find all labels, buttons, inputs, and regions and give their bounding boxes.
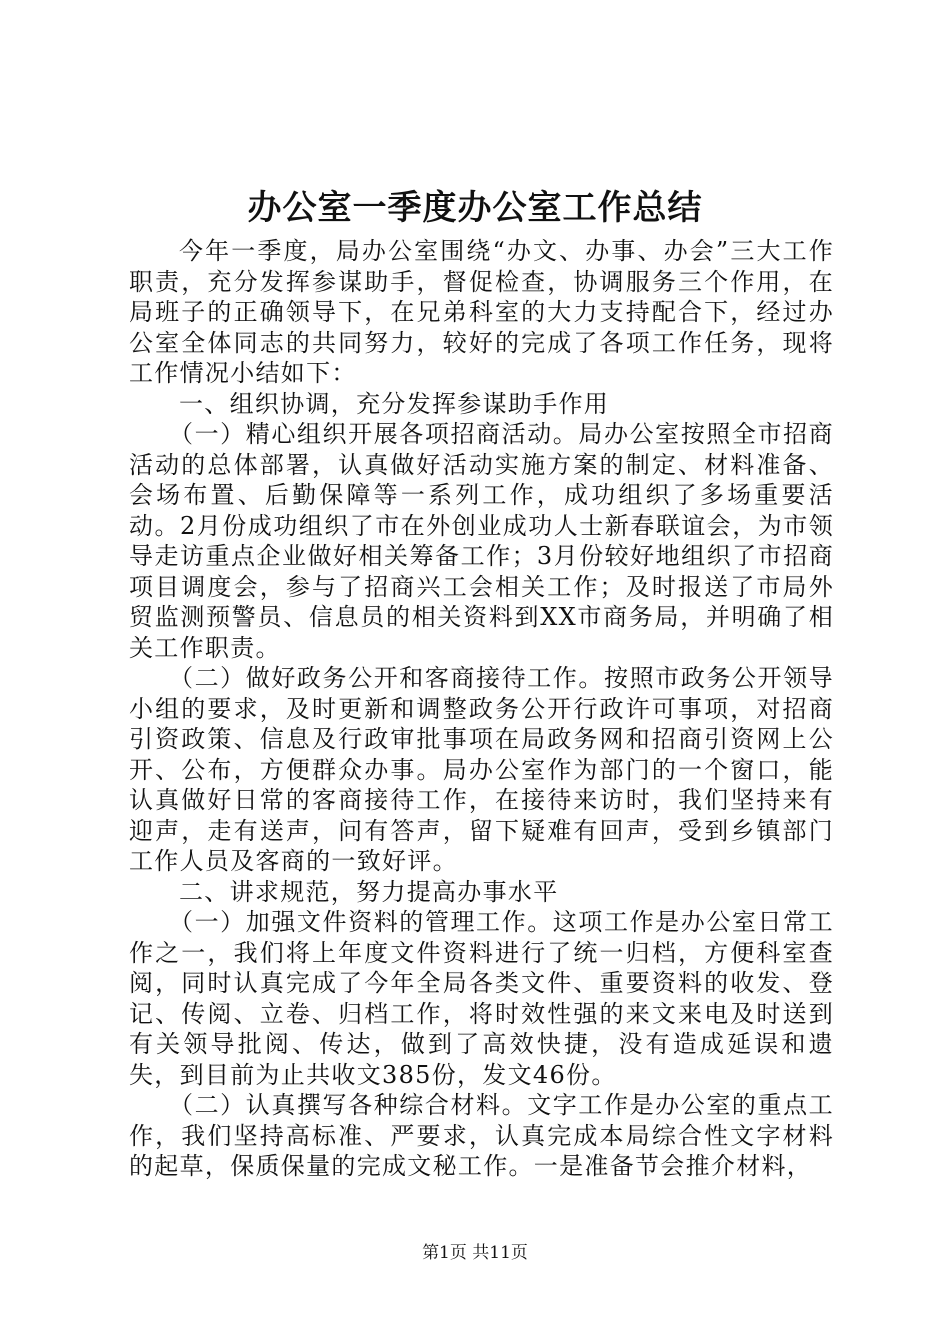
subsection-paragraph-1-2: （二）做好政务公开和客商接待工作。按照市政务公开领导小组的要求，及时更新和调整政务公开行政许可事项，对招商引资政策、信息及行政审批事项在局政务网和招商引资网上公开、公布，方便群众办事。局办公室作为部门的一个窗口，能认真做好日常的客商接待工作，在接待来访时，我们坚持来有迎声，走有送声，问有答声，留下疑难有回声，受到乡镇部门工作人员及客商的一致好评。 xyxy=(129,664,834,875)
subsection-paragraph-1-1: （一）精心组织开展各项招商活动。局办公室按照全市招商活动的总体部署，认真做好活动实施方案的制定、材料准备、会场布置、后勤保障等一系列工作，成功组织了多场重要活动。2月份成功组织了市在外创业成功人士新春联谊会，为市领导走访重点企业做好相关筹备工作；3月份较好地组织了市招商项目调度会，参与了招商兴工会相关工作；及时报送了市局外贸监测预警员、信息员的相关资料到XX市商务局，并明确了相关工作职责。 xyxy=(129,420,834,662)
document-body xyxy=(129,236,834,1182)
section-heading-2: 二、讲求规范，努力提高办事水平 xyxy=(179,877,559,906)
section-heading-1: 一、组织协调，充分发挥参谋助手作用 xyxy=(179,389,610,418)
subsection-paragraph-2-1: （一）加强文件资料的管理工作。这项工作是办公室日常工作之一，我们将上年度文件资料进行了统一归档，方便科室查阅，同时认真完成了今年全局各类文件、重要资料的收发、登记、传阅、立卷、归档工作，将时效性强的来文来电及时送到有关领导批阅、传达，做到了高效快捷，没有造成延误和遗失，到目前为止共收文385份，发文46份。 xyxy=(129,908,834,1089)
intro-paragraph: 今年一季度，局办公室围绕“办文、办事、办会”三大工作职责，充分发挥参谋助手，督促检查，协调服务三个作用，在局班子的正确领导下，在兄弟科室的大力支持配合下，经过办公室全体同志的共同努力，较好的完成了各项工作任务，现将工作情况小结如下： xyxy=(129,237,834,387)
document-title: 办公室一季度办公室工作总结 xyxy=(247,188,703,228)
subsection-paragraph-2-2: （二）认真撰写各种综合材料。文字工作是办公室的重点工作，我们坚持高标准、严要求，认真完成本局综合性文字材料的起草，保质保量的完成文秘工作。一是准备节会推介材料， xyxy=(129,1091,834,1180)
page-footer: 第1页 共11页 xyxy=(422,1243,528,1263)
